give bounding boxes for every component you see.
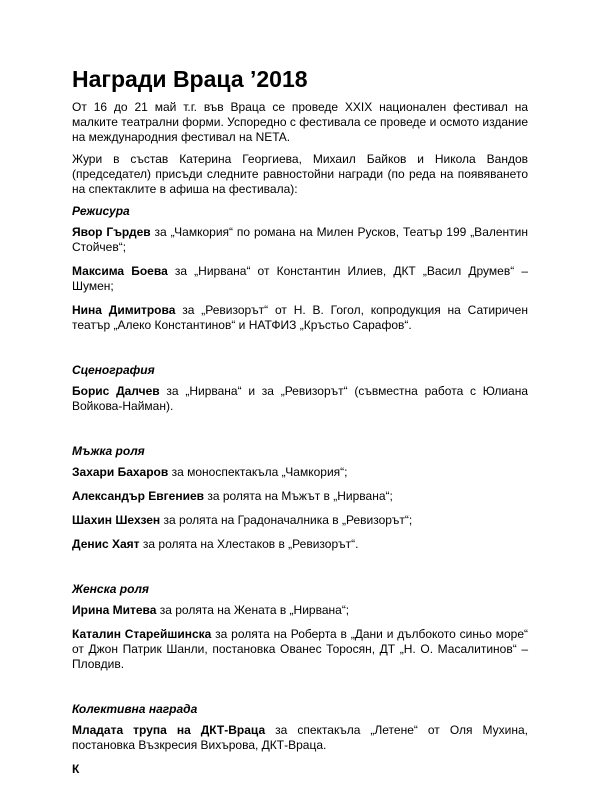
award-item	[72, 537, 528, 552]
award-item	[72, 303, 528, 333]
award-name: Денис Хаят	[72, 537, 140, 551]
award-name: Максима Боева	[72, 264, 168, 278]
award-name: Ирина Митева	[72, 603, 157, 617]
page-title: Награди Враца ’2018	[72, 66, 308, 92]
award-text: за ролята на Жената в „Нирвана“;	[156, 603, 350, 617]
section-title-scenography: Сценография	[72, 363, 155, 377]
award-item	[72, 513, 528, 528]
award-text: за „Нирвана“ и за „Ревизорът“ (съвместна работа с Юлиана Войкова-Найман).	[72, 384, 528, 413]
award-text: за „Нирвана“ от Константин Илиев, ДКТ „Васил Друмев“ – Шумен;	[72, 264, 529, 293]
award-item	[72, 264, 528, 294]
award-text: за спектакъла „Летене“ от Оля Мухина, постановка Възкресия Вихърова, ДКТ-Враца.	[72, 723, 529, 752]
award-name: Младата трупа на ДКТ-Враца	[72, 723, 266, 737]
jury-paragraph: Жури в състав Катерина Георгиева, Михаил Байков и Никола Вандов (председател) присъди следните равностойни награди (по реда на появяването на спектаклите в афиша на фестивала):	[72, 152, 528, 196]
award-item	[72, 384, 528, 414]
section-title-collective-award: Колективна награда	[72, 702, 198, 716]
section-title-male-role: Мъжка роля	[72, 444, 145, 458]
award-text: за ролята на Мъжът в „Нирвана“;	[204, 489, 393, 503]
award-item	[72, 489, 528, 504]
intro-paragraph: От 16 до 21 май т.г. във Враца се проведе XXIX национален фестивал на малките театрални форми. Успоредно с фестивала се проведе и осмото издание на международния фестивал на NETA.	[72, 100, 528, 144]
award-text: за ролята на Роберта в „Дани и дълбокото синьо море“ от Джон Патрик Шанли, постановка Ованес Торосян, ДТ „Н. О. Масалитинов“ – Пловдив.	[72, 627, 528, 671]
award-item	[72, 603, 528, 618]
award-name: Шахин Шехзен	[72, 513, 161, 527]
award-item	[72, 225, 528, 255]
award-text: за моноспектакъла „Чамкория“;	[168, 465, 348, 479]
award-name: Александър Евгениев	[72, 489, 204, 503]
award-text: за ролята на Градоначалника в „Ревизорът“;	[160, 513, 413, 527]
award-text: за ролята на Хлестаков в „Ревизорът“.	[139, 537, 359, 551]
award-item	[72, 465, 528, 480]
award-name: Каталин Старейшинска	[72, 627, 212, 641]
award-name: Явор Гърдев	[72, 225, 151, 239]
award-text: за „Чамкория“ по романа на Милен Русков, Театър 199 „Валентин Стойчев“;	[72, 225, 528, 254]
section-title-directing: Режисура	[72, 204, 130, 218]
award-name: Нина Димитрова	[72, 303, 176, 317]
section-title-female-role: Женска роля	[72, 582, 149, 596]
award-item	[72, 627, 528, 672]
award-name: Захари Бахаров	[72, 465, 169, 479]
trailing-letter: К	[72, 762, 80, 776]
award-name: Борис Далчев	[72, 384, 160, 398]
award-text: за „Ревизорът“ от Н. В. Гогол, копродукция на Сатиричен театър „Алеко Константинов“ и НАТФИЗ „Кръстьо Сарафов“.	[72, 303, 528, 332]
award-item	[72, 723, 528, 753]
